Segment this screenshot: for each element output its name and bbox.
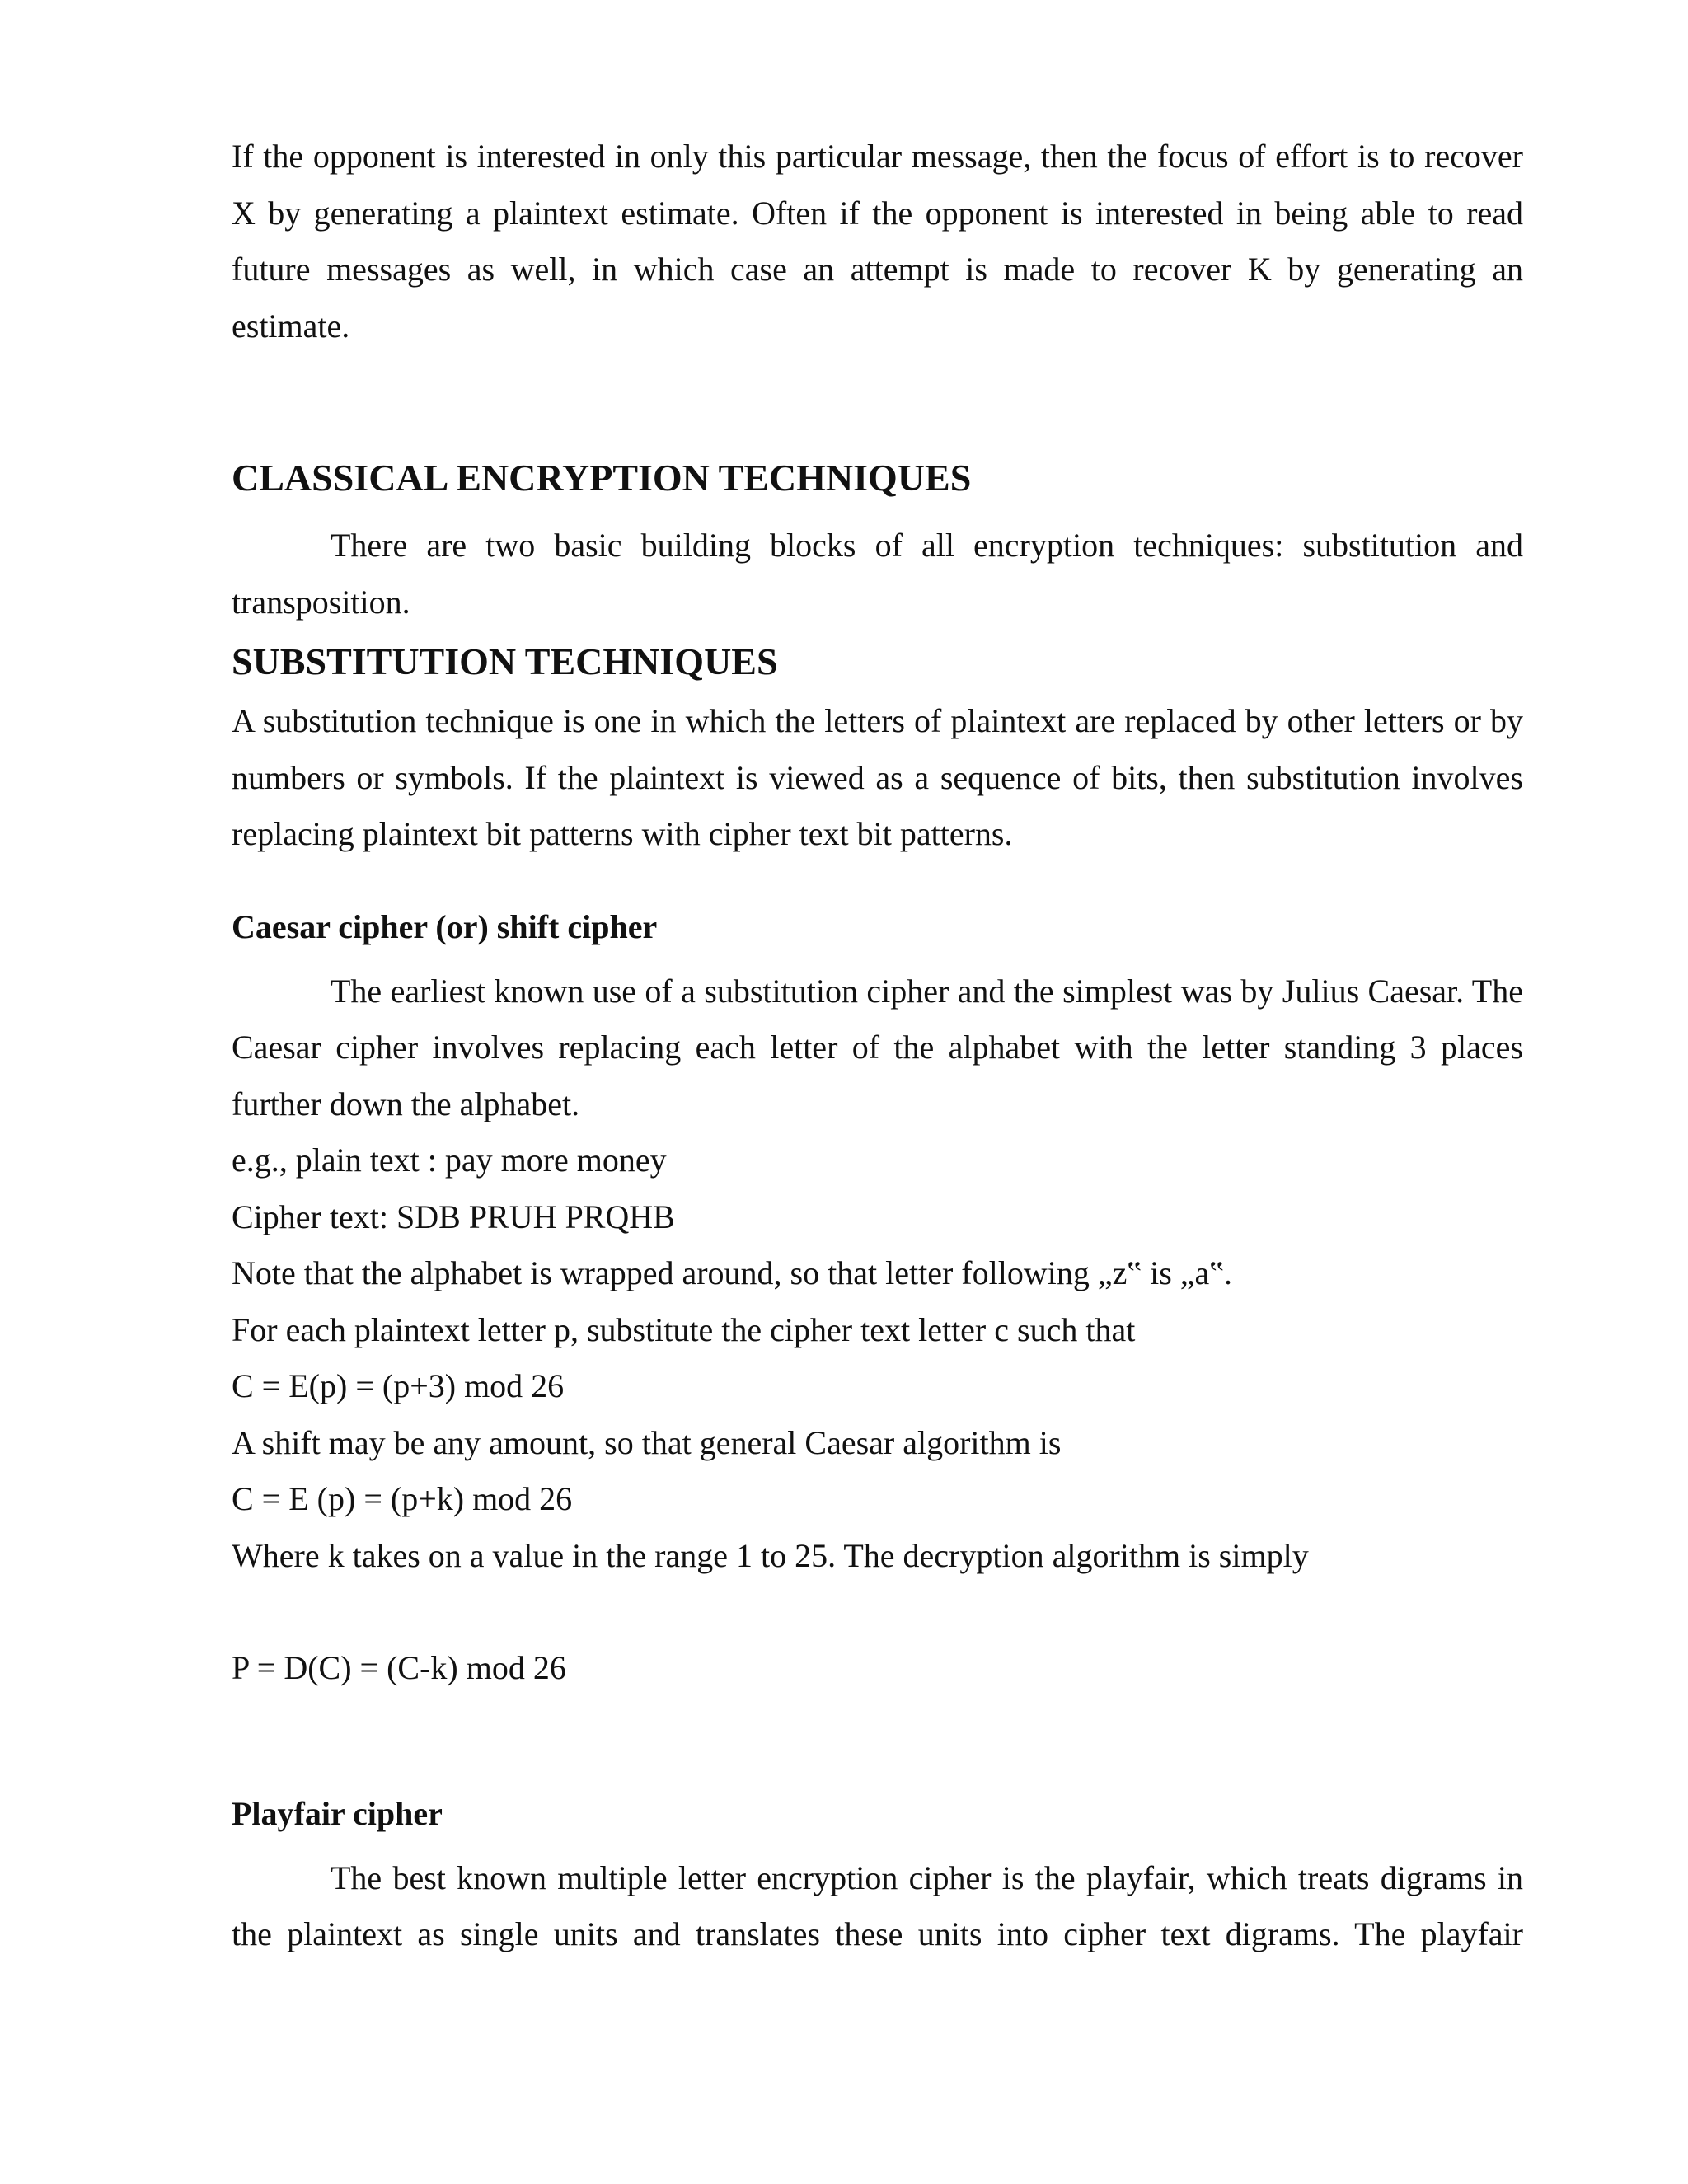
caesar-general-shift-note: A shift may be any amount, so that general Caesar algorithm is <box>232 1423 1062 1461</box>
page-content <box>232 129 1523 1963</box>
caesar-general-formula: C = E (p) = (p+k) mod 26 <box>232 1480 573 1517</box>
caesar-example-ciphertext: Cipher text: SDB PRUH PRQHB <box>232 1197 675 1235</box>
heading-playfair-cipher: Playfair cipher <box>232 1794 443 1832</box>
heading-classical-encryption-techniques: CLASSICAL ENCRYPTION TECHNIQUES <box>232 457 972 499</box>
substitution-paragraph: A substitution technique is one in which the letters of plaintext are replaced by other letters or by numbers or symbols. If the plaintext is viewed as a sequence of bits, then substitution involves replacing plaintext bit patterns with cipher text bit patterns. <box>232 702 1523 852</box>
caesar-decryption-formula: P = D(C) = (C-k) mod 26 <box>232 1649 566 1686</box>
caesar-key-range-note: Where k takes on a value in the range 1 to 25. The decryption algorithm is simply <box>232 1536 1309 1574</box>
classical-paragraph: There are two basic building blocks of all encryption techniques: substitution and transposition. <box>232 527 1523 621</box>
caesar-encryption-formula: C = E(p) = (p+3) mod 26 <box>232 1367 565 1404</box>
caesar-wraparound-note: Note that the alphabet is wrapped around, so that letter following „z‟ is „a‟. <box>232 1254 1233 1291</box>
playfair-paragraph: The best known multiple letter encryption cipher is the playfair, which treats digrams in the plaintext as single units and translates these units into cipher text digrams. The playfair <box>232 1858 1523 1952</box>
heading-caesar-cipher: Caesar cipher (or) shift cipher <box>232 907 658 945</box>
caesar-substitution-rule: For each plaintext letter p, substitute the cipher text letter c such that <box>232 1310 1136 1348</box>
intro-paragraph: If the opponent is interested in only this particular message, then the focus of effort is to recover X by generating a plaintext estimate. Often if the opponent is interested in being able to read future messages as well, in which case an attempt is made to recover K by generating an estimate. <box>232 138 1523 344</box>
caesar-paragraph: The earliest known use of a substitution cipher and the simplest was by Julius Caesar. The Caesar cipher involves replacing each letter of the alphabet with the letter standing 3 places further down the alphabet. <box>232 972 1523 1122</box>
caesar-example-plaintext: e.g., plain text : pay more money <box>232 1141 667 1179</box>
heading-substitution-techniques: SUBSTITUTION TECHNIQUES <box>232 640 778 682</box>
